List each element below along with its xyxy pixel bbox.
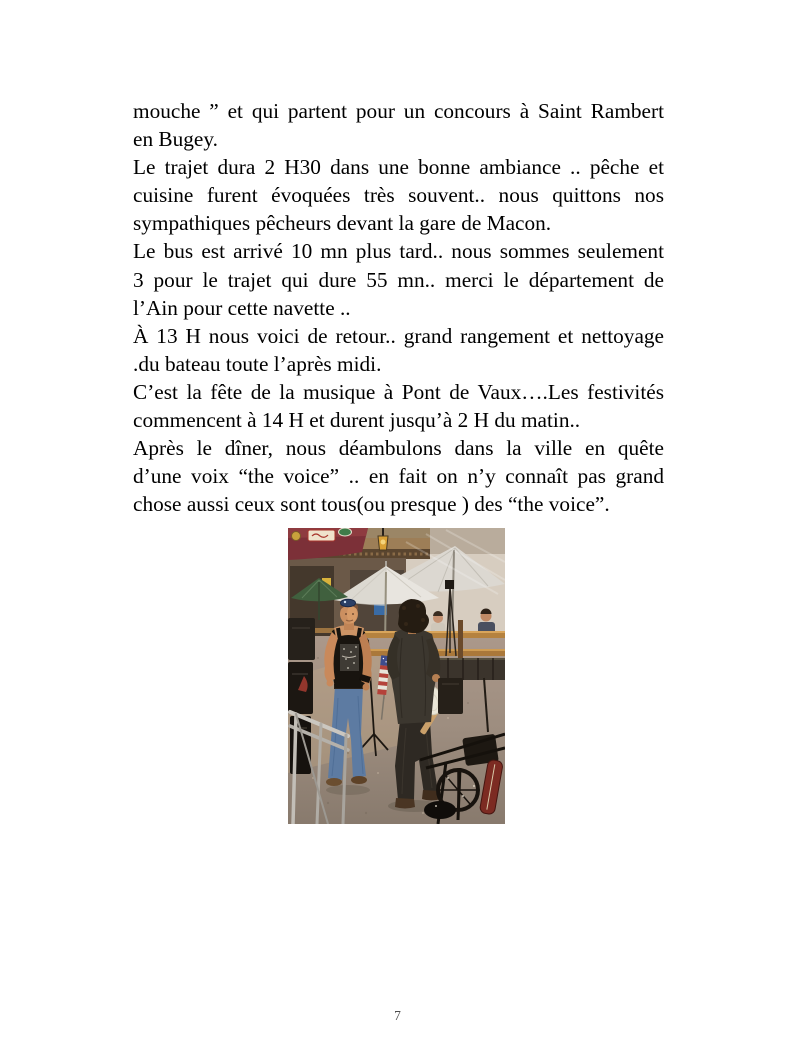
body-text	[133, 97, 664, 518]
text-line: Le bus est arrivé 10 mn plus tard.. nous sommes seulement	[133, 239, 664, 264]
text-line: À 13 H nous voici de retour.. grand rangement et nettoyage	[133, 323, 664, 348]
text-line: cuisine furent évoquées très souvent.. nous quittons nos	[133, 183, 664, 208]
text-line: 3 pour le trajet qui dure 55 mn.. merci le département de	[133, 267, 664, 292]
text-line: sympathiques pêcheurs devant la gare de Macon.	[133, 211, 552, 236]
text-line: Après le dîner, nous déambulons dans la ville en quête	[133, 436, 664, 461]
text-line: en Bugey.	[133, 127, 218, 152]
text-line: commencent à 14 H et durent jusqu’à 2 H du matin..	[133, 408, 581, 433]
text-line: mouche ” et qui partent pour un concours à Saint Rambert	[133, 99, 664, 123]
event-photo	[288, 528, 505, 824]
text-line: l’Ain pour cette navette ..	[133, 295, 351, 320]
text-line: Le trajet dura 2 H30 dans une bonne ambiance .. pêche et	[133, 155, 664, 180]
text-line: chose aussi ceux sont tous(ou presque ) des “the voice”.	[133, 492, 610, 517]
text-line: .du bateau toute l’après midi.	[133, 351, 382, 376]
page-number: 7	[394, 1008, 401, 1023]
photo-speakers	[288, 618, 315, 774]
text-line: d’une voix “the voice” .. en fait on n’y connaît pas grand	[133, 464, 664, 489]
text-line: C’est la fête de la musique à Pont de Vaux….Les festivités	[133, 379, 664, 404]
